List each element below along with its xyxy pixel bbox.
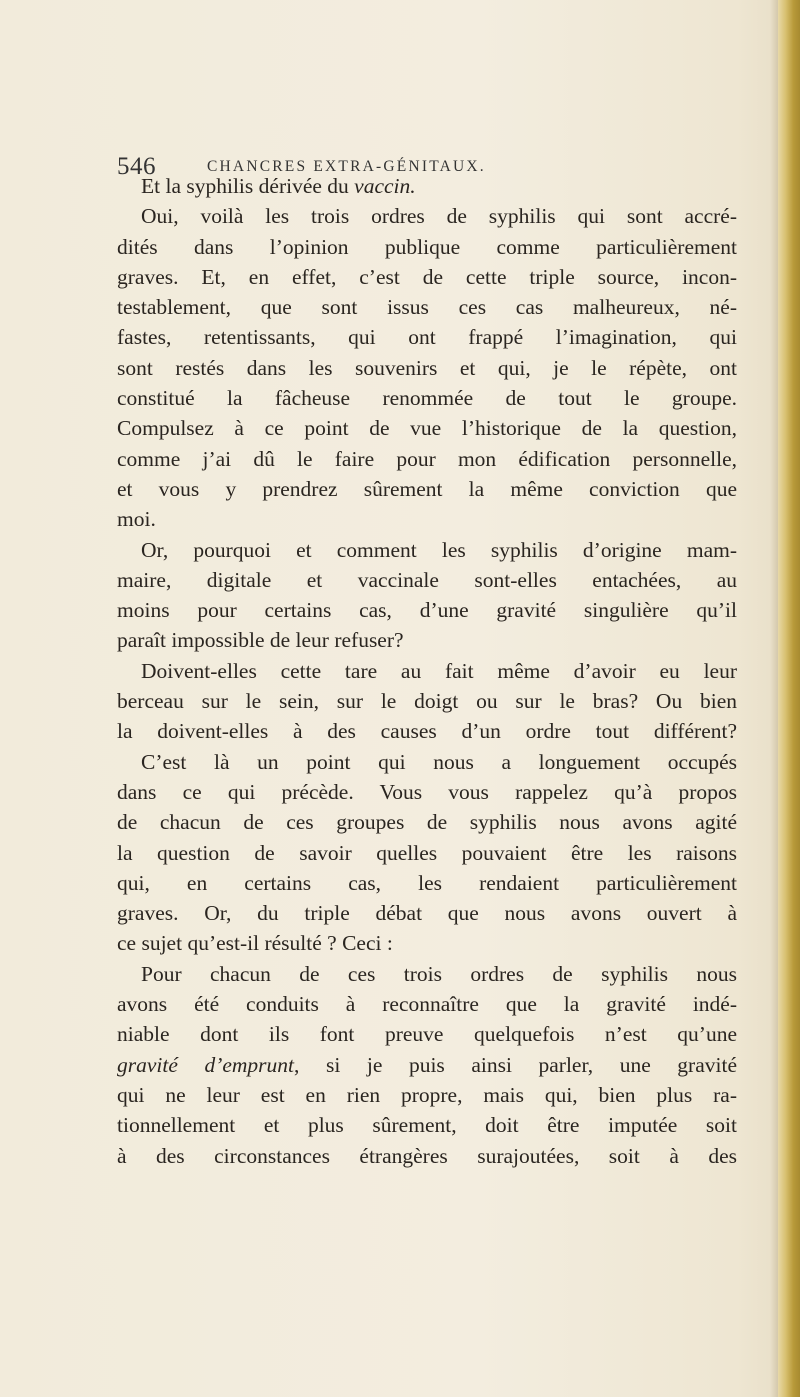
text-line [117,1141,737,1171]
text-segment: moi. [117,507,156,532]
text-segment: dités dans l’opinion publique comme particulièrement [117,234,737,259]
text-segment: à des circonstances étrangères surajoutées, soit à des [117,1143,737,1168]
text-line [117,201,737,231]
text-segment: fastes, retentissants, qui ont frappé l’imagination, qui [117,325,737,350]
text-line [117,686,737,716]
text-segment: testablement, que sont issus ces cas malheureux, né- [117,295,737,320]
text-line [117,1019,737,1049]
text-segment: paraît impossible de leur refuser? [117,628,404,653]
text-line [117,383,737,413]
page-edge [778,0,800,1397]
text-line [117,625,737,655]
text-line [117,1050,737,1080]
text-segment: Oui, voilà les trois ordres de syphilis qui sont accré- [141,204,737,229]
page-number: 546 [117,153,156,180]
text-segment: avons été conduits à reconnaître que la gravité indé- [117,992,737,1017]
text-segment: Et la syphilis dérivée du [141,174,355,198]
text-segment: Doivent-elles cette tare au fait même d’avoir eu leur [141,658,737,683]
text-line [117,413,737,443]
text-line [117,1080,737,1110]
text-line [117,171,737,201]
text-line [117,838,737,868]
text-segment: graves. Or, du triple débat que nous avons ouvert à [117,901,737,926]
text-line [117,444,737,474]
text-line [117,747,737,777]
text-segment: qui, en certains cas, les rendaient particulièrement [117,870,737,895]
text-segment: niable dont ils font preuve quelquefois n’est qu’une [117,1022,737,1047]
text-segment: , si je puis ainsi parler, une gravité [294,1052,737,1077]
text-line [117,565,737,595]
text-line [117,353,737,383]
text-line [117,262,737,292]
text-segment: dans ce qui précède. Vous vous rappelez qu’à propos [117,779,737,804]
text-line [117,716,737,746]
running-head: CHANCRES EXTRA-GÉNITAUX. [207,158,486,175]
text-segment: qui ne leur est en rien propre, mais qui, bien plus ra- [117,1082,737,1107]
text-segment: maire, digitale et vaccinale sont-elles entachées, au [117,567,737,592]
text-segment: C’est là un point qui nous a longuement occupés [141,749,737,774]
page-edge-shadow [770,0,778,1397]
text-segment: et vous y prendrez sûrement la même conviction que [117,476,737,501]
text-segment: sont restés dans les souvenirs et qui, je le répète, ont [117,355,737,380]
text-line [117,232,737,262]
italic-text: vaccin. [354,174,416,198]
text-line [117,322,737,352]
text-segment: Or, pourquoi et comment les syphilis d’origine mam- [141,537,737,562]
text-segment: la doivent-elles à des causes d’un ordre tout différent? [117,719,737,744]
text-line [117,535,737,565]
text-segment: Pour chacun de ces trois ordres de syphilis nous [141,961,737,986]
text-line [117,989,737,1019]
text-line [117,807,737,837]
text-line [117,928,737,958]
text-segment: graves. Et, en effet, c’est de cette triple source, incon- [117,264,737,289]
text-line [117,868,737,898]
text-line [117,474,737,504]
text-line [117,292,737,322]
text-segment: ce sujet qu’est-il résulté ? Ceci : [117,931,393,956]
text-line [117,959,737,989]
text-segment: berceau sur le sein, sur le doigt ou sur le bras? Ou bien [117,689,737,714]
text-line [117,1110,737,1140]
text-segment: moins pour certains cas, d’une gravité singulière qu’il [117,598,737,623]
text-segment: de chacun de ces groupes de syphilis nous avons agité [117,810,737,835]
text-line [117,595,737,625]
italic-text: gravité d’emprunt [117,1052,295,1077]
text-segment: Compulsez à ce point de vue l’historique de la question, [117,416,737,441]
text-segment: comme j’ai dû le faire pour mon édification personnelle, [117,446,737,471]
text-line [117,656,737,686]
text-line [117,504,737,534]
text-line [117,777,737,807]
body-text [117,171,737,1171]
text-line [117,898,737,928]
text-segment: tionnellement et plus sûrement, doit être imputée soit [117,1113,737,1138]
text-segment: la question de savoir quelles pouvaient être les raisons [117,840,737,865]
text-segment: constitué la fâcheuse renommée de tout le groupe. [117,386,737,411]
